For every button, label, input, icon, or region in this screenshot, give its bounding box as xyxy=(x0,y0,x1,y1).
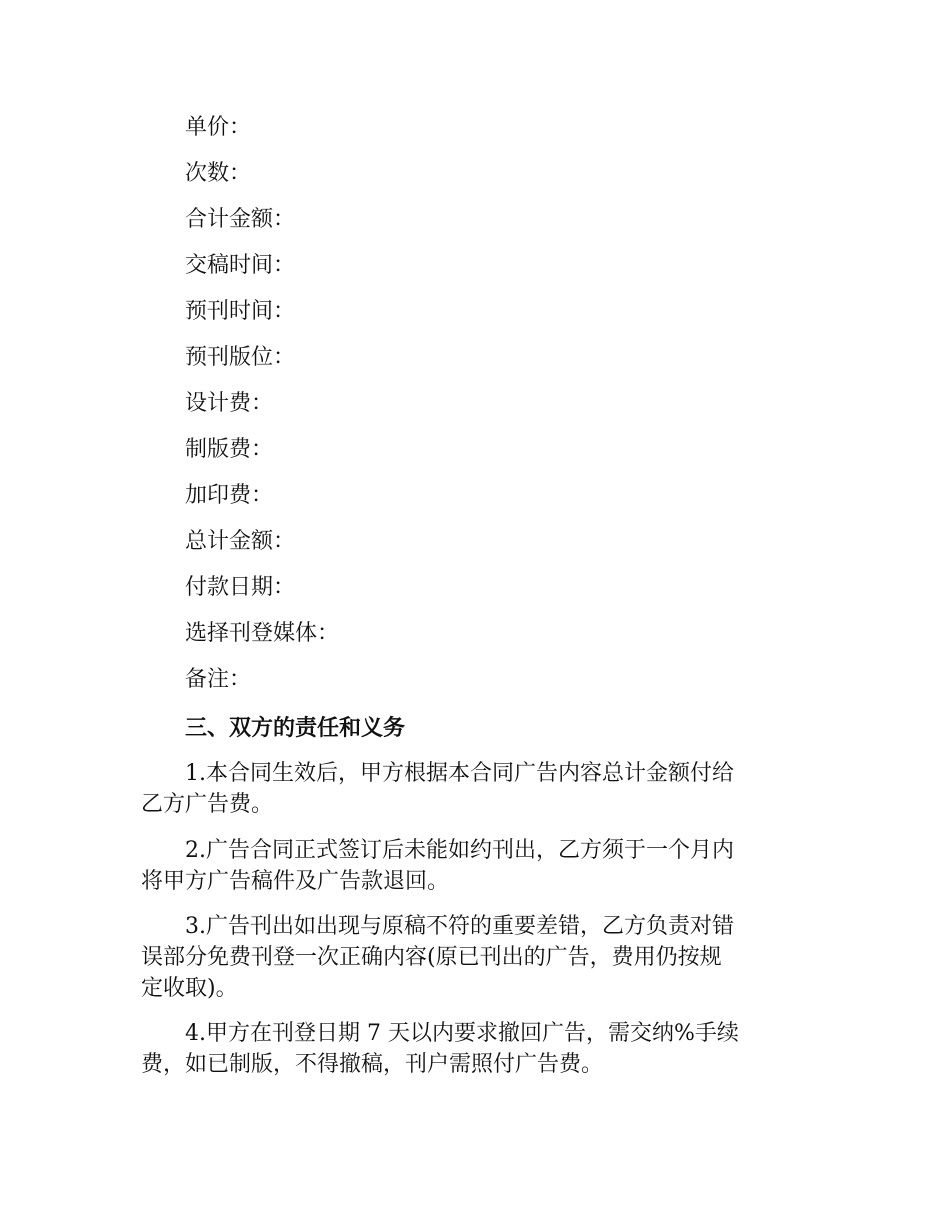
clause-2 xyxy=(141,835,811,897)
field-count: 次数： xyxy=(185,161,252,186)
clause-line: 1.本合同生效后，甲方根据本合同广告内容总计金额付给 xyxy=(185,761,734,786)
field-total-amount: 总计金额： xyxy=(185,529,296,554)
field-publish-time: 预刊时间： xyxy=(185,299,296,324)
clause-line: 定收取)。 xyxy=(141,976,238,1001)
field-plate-fee: 制版费： xyxy=(185,437,274,462)
clause-line: 乙方广告费。 xyxy=(141,792,274,817)
section-heading: 三、双方的责任和义务 xyxy=(185,715,406,741)
clause-line: 2.广告合同正式签订后未能如约刊出，乙方须于一个月内 xyxy=(185,838,734,863)
field-media-choice: 选择刊登媒体： xyxy=(185,621,340,646)
field-publish-position: 预刊版位： xyxy=(185,345,296,370)
clause-3 xyxy=(141,911,811,1004)
field-payment-date: 付款日期： xyxy=(185,575,296,600)
clause-line: 3.广告刊出如出现与原稿不符的重要差错，乙方负责对错 xyxy=(185,914,734,939)
clause-line: 4.甲方在刊登日期 7 天以内要求撤回广告，需交纳%手续 xyxy=(185,1021,739,1046)
field-subtotal: 合计金额： xyxy=(185,207,296,232)
field-design-fee: 设计费： xyxy=(185,391,274,416)
clause-1 xyxy=(141,758,811,820)
field-extra-print-fee: 加印费： xyxy=(185,483,274,508)
field-submission-time: 交稿时间： xyxy=(185,253,296,278)
clause-line: 误部分免费刊登一次正确内容(原已刊出的广告，费用仍按规 xyxy=(141,945,722,970)
field-unit-price: 单价： xyxy=(185,115,252,140)
field-remarks: 备注： xyxy=(185,667,252,692)
clause-4 xyxy=(141,1018,811,1080)
clause-line: 费，如已制版，不得撤稿，刊户需照付广告费。 xyxy=(141,1052,604,1077)
clause-line: 将甲方广告稿件及广告款退回。 xyxy=(141,869,450,894)
